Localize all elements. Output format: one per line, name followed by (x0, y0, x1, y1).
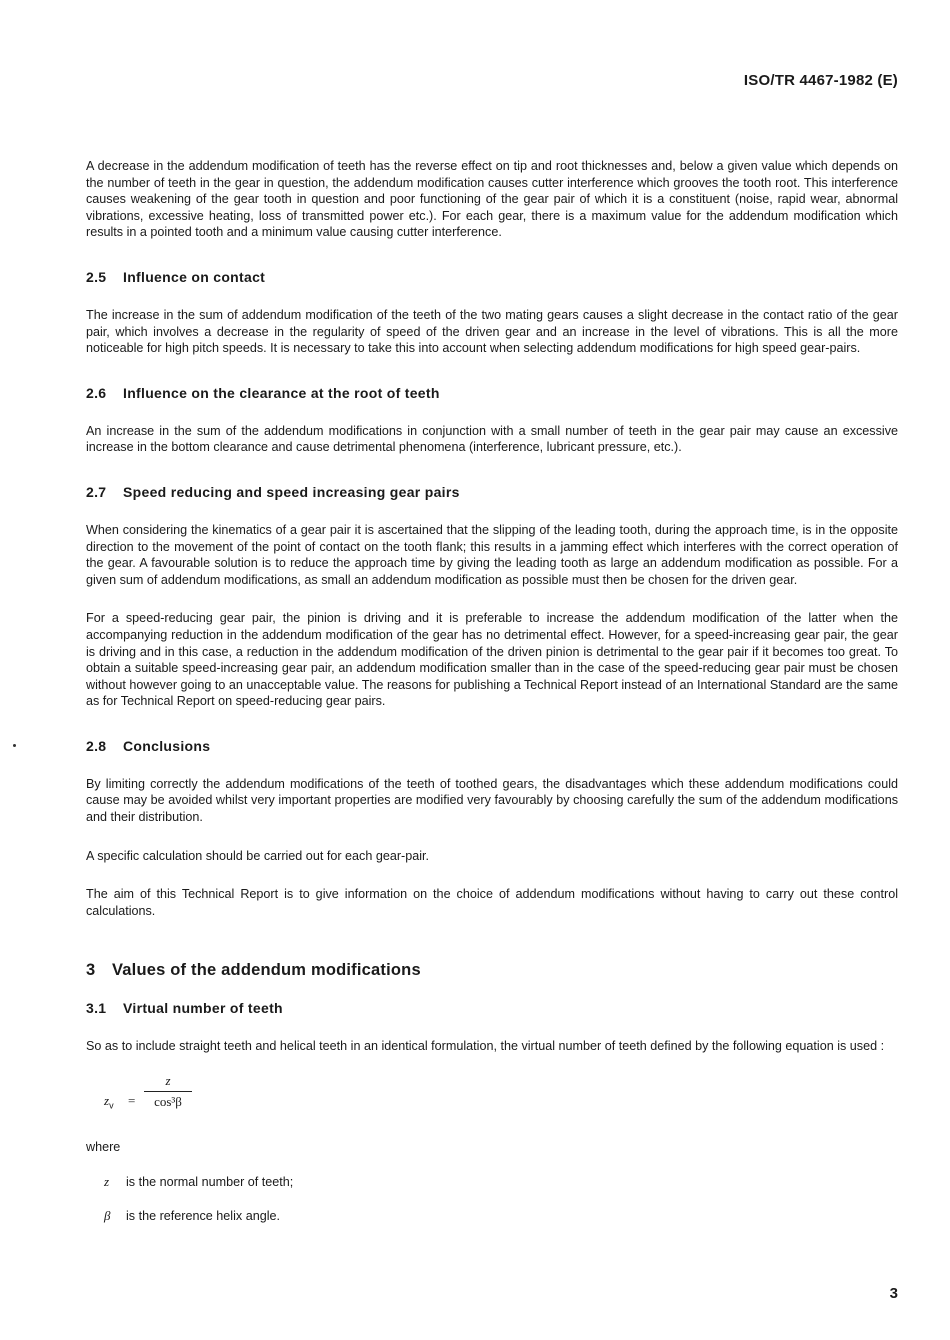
paragraph: For a speed-reducing gear pair, the pinion is driving and it is preferable to increase the addendum modification of the latter when the accompanying reduction in the addendum modification of the gear has no detrimental effect. However, for a speed-increasing gear pair, the gear is driving and in this case, a reduction in the addendum modification of the driven pinion is detrimental to the gear pair if it becomes too great. To obtain a suitable speed-increasing gear pair, an addendum modification smaller than in the case of the speed-reducing gear pair must be chosen without however going to an unacceptable value. The reasons for publishing a Technical Report instead of an International Standard are the same as for Technical Report on speed-reducing gear pairs. (86, 611, 898, 709)
formula-denominator: cos³β (154, 1094, 182, 1110)
paragraph: So as to include straight teeth and helical teeth in an identical formulation, the virtual number of teeth defined by the following equation is used : (86, 1039, 885, 1054)
formula-numerator: z (165, 1073, 171, 1089)
section-heading-2-7: 2.7 Speed reducing and speed increasing gear pairs (86, 483, 460, 500)
definition-row: z is the normal number of teeth; (104, 1173, 294, 1189)
section-heading-3: 3 Values of the addendum modifications (86, 961, 421, 980)
section-heading-3-1: 3.1 Virtual number of teeth (86, 1000, 283, 1017)
section-heading-2-5: 2.5 Influence on contact (86, 268, 266, 285)
page-content (86, 158, 898, 1224)
paragraph: By limiting correctly the addendum modifications of the teeth of toothed gears, the disadvantages which these addendum modifications could cause may be avoided whilst very important properties are modified very favourably by choosing carefully the sum of the addendum modifications and their distribution. (86, 776, 898, 825)
intro-paragraph: A decrease in the addendum modification of teeth has the reverse effect on tip and root thicknesses and, below a given value which depends on the number of teeth in the gear in question, the addendum modification causes cutter interference which grooves the tooth root. This interference causes weakening of the gear tooth in question and poor functioning of the gear pair of which it is a constituent (noise, rapid wear, abnormal vibrations, excessive heating, loss of transmitted power etc.). For each gear, there is a maximum value for the addendum modification which results in a pointed tooth and a minimum value causing cutter interference. (86, 159, 898, 240)
section-heading-2-8: 2.8 Conclusions (86, 737, 211, 754)
paragraph: An increase in the sum of the addendum modifications in conjunction with a small number of teeth in the gear pair may cause an excessive increase in the bottom clearance and cause detrimental phenomena (interference, lubricant pressure, etc.). (86, 423, 898, 455)
paragraph: The aim of this Technical Report is to give information on the choice of addendum modifications without having to carry out these control calculations. (86, 887, 898, 918)
document-id-header: ISO/TR 4467-1982 (E) (743, 72, 898, 89)
margin-mark (13, 744, 16, 747)
section-heading-2-6: 2.6 Influence on the clearance at the root of teeth (86, 384, 440, 401)
paragraph: A specific calculation should be carried out for each gear-pair. (86, 848, 430, 863)
where-label: where (86, 1140, 121, 1155)
definition-row: β is the reference helix angle. (104, 1207, 281, 1223)
paragraph: When considering the kinematics of a gear pair it is ascertained that the slipping of the leading tooth, during the approach time, is in the opposite direction to the movement of the point of contact on the tooth flank; this results in a jamming effect which interferes with the correct operation of the gear. A favourable solution is to reduce the approach time by giving the leading tooth as large an addendum modification as possible. For a given sum of addendum modifications, as small an addendum modification as possible must then be chosen for the driven gear. (86, 522, 898, 587)
paragraph: The increase in the sum of addendum modification of the teeth of the two mating gears causes a slight decrease in the contact ratio of the gear pair, which involves a decrease in the regularity of speed of the driven gear and an increase in the level of vibrations. This is all the more noticeable for high pitch speeds. It is necessary to take this into account when selecting addendum modifications for high speed gear-pairs. (86, 307, 898, 356)
page-number: 3 (889, 1285, 898, 1302)
virtual-teeth-formula: $z_v$ = z cos³β (104, 1071, 898, 1129)
